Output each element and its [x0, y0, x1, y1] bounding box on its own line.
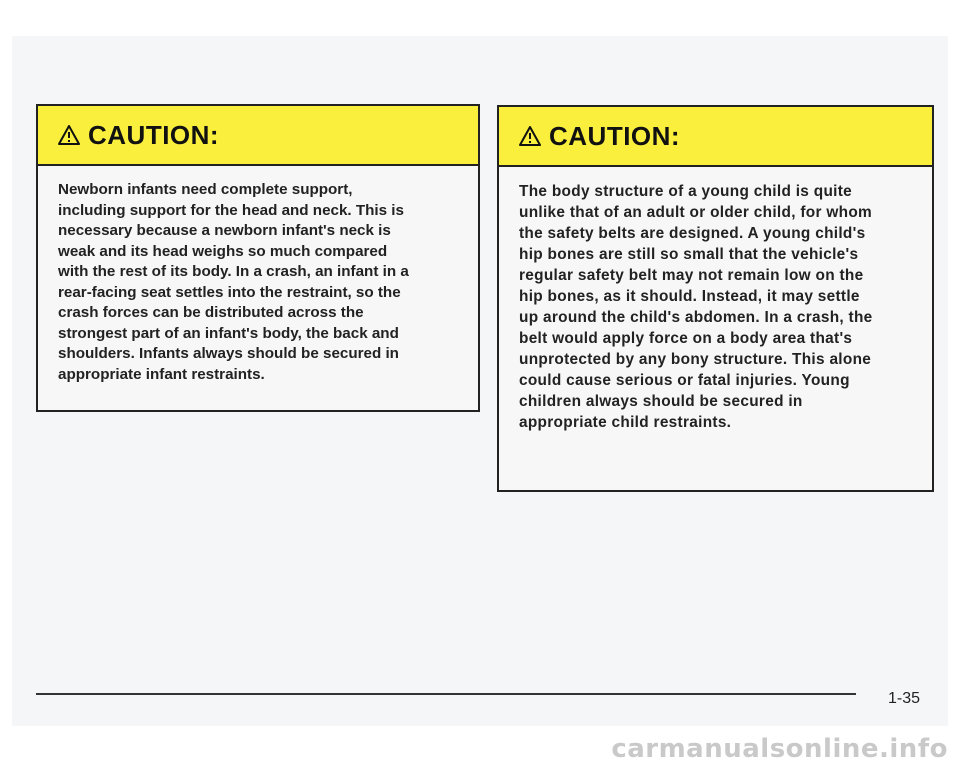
watermark: carmanualsonline.info: [611, 734, 948, 764]
caution-box-child-body-structure: [497, 105, 934, 492]
warning-triangle-icon: [519, 125, 541, 147]
caution-header: [499, 107, 932, 167]
warning-triangle-icon: [58, 124, 80, 146]
page-number: 1-35: [888, 690, 921, 707]
caution-label: CAUTION:: [549, 120, 681, 151]
footer-rule: [36, 693, 856, 695]
caution-box-infant-support: [36, 104, 480, 412]
caution-label: CAUTION:: [88, 119, 220, 150]
manual-page: [12, 36, 948, 726]
caution-header: [38, 106, 478, 166]
caution-text: The body structure of a young child is quite unlike that of an adult or older child, for whom the safety belts are designed. A young child's hip bones are still so small that the vehicle's regular safety belt may not remain low on the hip bones, as it should. Instead, it may settle up around the child's abdomen. In a crash, the belt would apply force on a body area that's unprotected by any bony structure. This alone could cause serious or fatal injuries. Young children always should be secured in appropriate child restraints.: [519, 183, 873, 431]
caution-text: Newborn infants need complete support, including support for the head and neck. This is necessary because a newborn infant's neck is weak and its head weighs so much compared with the rest of its body. In a crash, an infant in a rear-facing seat settles into the restraint, so the crash forces can be distributed across the strongest part of an infant's body, the back and shoulders. Infants always should be secured in appropriate infant restraints.: [58, 181, 409, 383]
